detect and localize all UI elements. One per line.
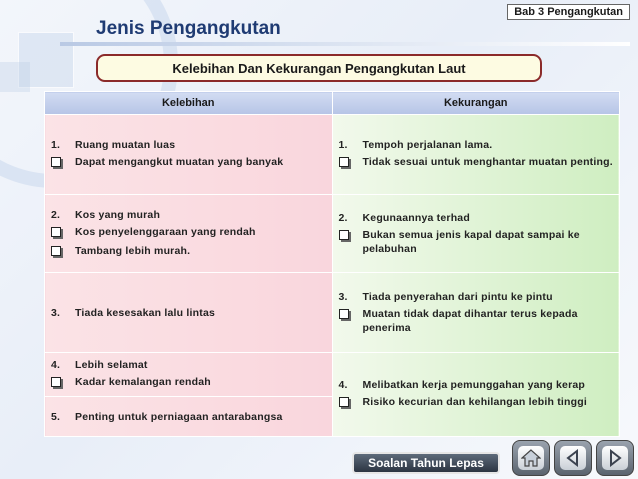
table-row <box>45 273 620 353</box>
item-number: 2. <box>338 212 348 224</box>
list-item <box>51 155 326 171</box>
list-item <box>339 290 614 304</box>
list-item <box>51 225 326 241</box>
checkbox-bullet-icon <box>51 157 61 167</box>
checkbox-bullet-icon <box>339 230 349 240</box>
item-text: Kadar kemalangan rendah <box>75 376 211 388</box>
item-text: Risiko kecurian dan kehilangan lebih tinggi <box>362 396 587 408</box>
advantage-cell <box>45 353 333 397</box>
item-text: Kos penyelenggaraan yang rendah <box>75 225 256 238</box>
checkbox-bullet-icon <box>51 377 61 387</box>
chapter-label: Bab 3 Pengangkutan <box>507 4 630 20</box>
disadvantage-cell <box>332 353 620 437</box>
table-header-row <box>45 92 620 115</box>
home-button[interactable] <box>512 440 550 476</box>
back-button[interactable] <box>554 440 592 476</box>
advantage-cell <box>45 115 333 195</box>
advantage-cell <box>45 397 333 437</box>
item-text: Kos yang murah <box>75 208 161 221</box>
item-number: 5. <box>51 410 61 423</box>
list-item <box>339 378 614 392</box>
item-text: Ruang muatan luas <box>75 139 176 151</box>
advantage-cell <box>45 273 333 353</box>
past-year-questions-label: Soalan Tahun Lepas <box>368 456 484 470</box>
disadvantage-cell <box>332 115 620 195</box>
item-text: Dapat mengangkut muatan yang banyak <box>75 156 284 168</box>
checkbox-bullet-icon <box>339 157 349 167</box>
bullet-box-icon <box>51 375 75 391</box>
list-item <box>51 375 326 391</box>
bullet-box-icon <box>339 307 363 335</box>
list-item <box>339 211 614 225</box>
checkbox-bullet-icon <box>339 309 349 319</box>
checkbox-bullet-icon <box>51 246 61 256</box>
column-header-advantages: Kelebihan <box>45 92 333 115</box>
bullet-box-icon <box>339 228 363 256</box>
back-icon <box>563 449 583 467</box>
bullet-box-icon <box>339 155 363 171</box>
item-text: Penting untuk perniagaan antarabangsa <box>75 410 283 423</box>
column-header-disadvantages: Kekurangan <box>332 92 620 115</box>
table-row <box>45 115 620 195</box>
list-item <box>339 228 614 256</box>
bullet-box-icon <box>339 395 363 411</box>
disadvantage-cell <box>332 273 620 353</box>
past-year-questions-button[interactable] <box>352 452 500 474</box>
item-text: Muatan tidak dapat dihantar terus kepada penerima <box>362 308 578 334</box>
next-icon <box>605 449 625 467</box>
item-number: 3. <box>51 306 61 319</box>
item-text: Melibatkan kerja pemunggahan yang kerap <box>362 379 586 391</box>
item-number: 1. <box>51 139 61 151</box>
bullet-box-icon <box>51 244 75 260</box>
item-text: Lebih selamat <box>75 359 148 371</box>
advantage-cell <box>45 195 333 273</box>
list-item <box>339 138 614 152</box>
title-divider <box>60 42 630 46</box>
next-button[interactable] <box>596 440 634 476</box>
page-title: Jenis Pengangkutan <box>96 18 281 39</box>
checkbox-bullet-icon <box>339 397 349 407</box>
item-text: Bukan semua jenis kapal dapat sampai ke pelabuhan <box>362 229 580 255</box>
list-item <box>51 138 326 152</box>
comparison-table <box>44 91 620 437</box>
item-text: Tidak sesuai untuk menghantar muatan penting. <box>362 156 613 168</box>
bullet-box-icon <box>51 225 75 241</box>
disadvantage-cell <box>332 195 620 273</box>
item-text: Tiada penyerahan dari pintu ke pintu <box>362 291 553 303</box>
list-item <box>51 244 326 260</box>
bullet-box-icon <box>51 155 75 171</box>
checkbox-bullet-icon <box>51 227 61 237</box>
list-item <box>51 410 326 424</box>
background-decoration-square <box>0 62 30 92</box>
list-item <box>339 155 614 171</box>
list-item <box>51 208 326 222</box>
list-item <box>51 358 326 372</box>
list-item <box>51 306 326 320</box>
home-icon <box>521 449 541 467</box>
item-number: 3. <box>338 291 348 303</box>
item-text: Tambang lebih murah. <box>75 244 191 257</box>
item-number: 2. <box>51 208 61 221</box>
item-number: 4. <box>51 359 61 371</box>
subtitle-banner <box>96 54 542 82</box>
table-row <box>45 353 620 397</box>
item-text: Tempoh perjalanan lama. <box>362 139 493 151</box>
table-row <box>45 195 620 273</box>
subtitle-text: Kelebihan Dan Kekurangan Pengangkutan Laut <box>172 60 466 76</box>
item-number: 1. <box>338 139 348 151</box>
item-number: 4. <box>338 379 348 391</box>
list-item <box>339 395 614 411</box>
list-item <box>339 307 614 335</box>
item-text: Tiada kesesakan lalu lintas <box>75 306 216 319</box>
item-text: Kegunaannya terhad <box>362 212 470 224</box>
